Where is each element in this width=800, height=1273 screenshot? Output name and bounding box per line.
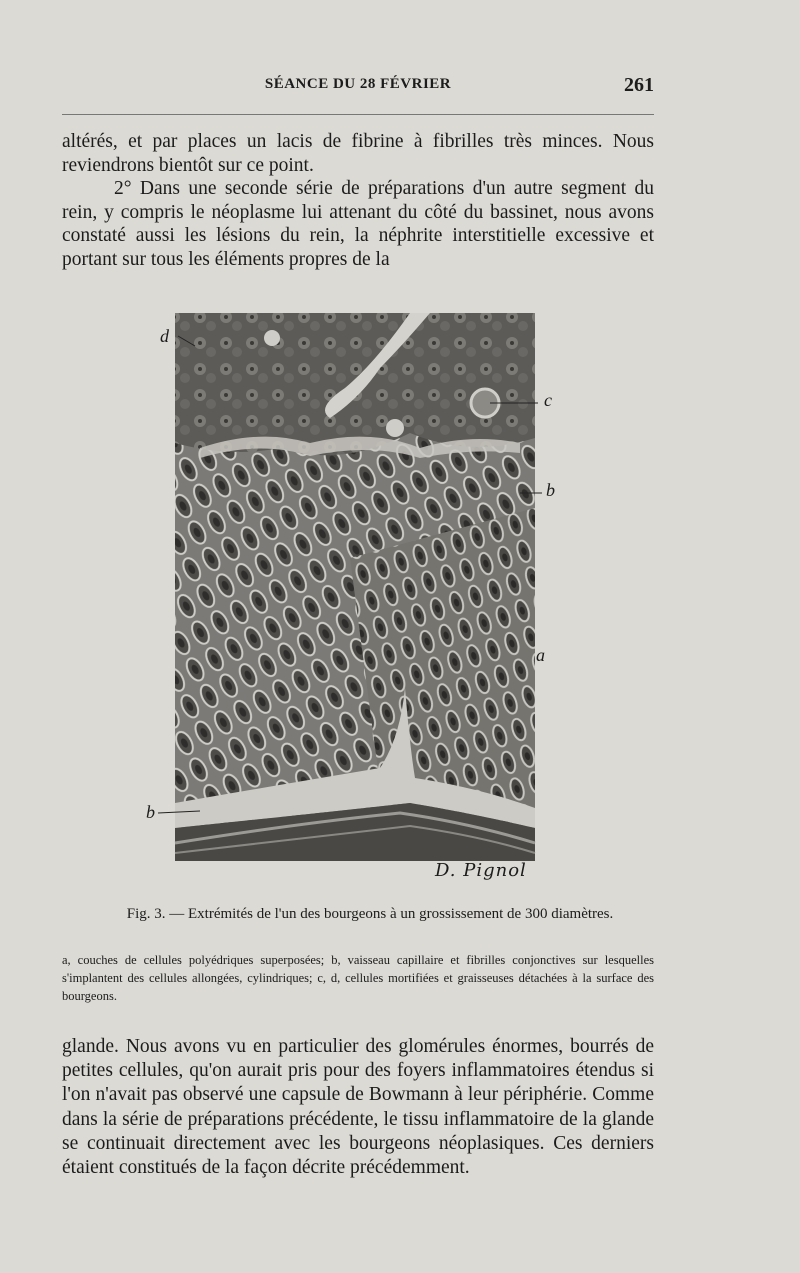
figure-label-b-right: b [546, 480, 555, 500]
histology-illustration [140, 308, 580, 888]
page-number: 261 [624, 74, 654, 96]
figure-label-c: c [544, 390, 552, 410]
figure-legend: a, couches de cellules polyédriques superposées; b, vaisseau capillaire et fibrilles conjonctives sur lesquelles s'implantent des cellules allongées, cylindriques; c, d, cellules mortifiées et graisseuses détachées à la surface des bourgeons. [62, 953, 654, 1003]
body-text-bottom [62, 1035, 654, 1180]
paragraph-continued: altérés, et par places un lacis de fibrine à fibrilles très minces. Nous reviendrons bientôt sur ce point. [62, 131, 654, 176]
body-text-top [62, 130, 654, 271]
figure-label-b-left: b [146, 802, 155, 822]
running-title: SÉANCE DU 28 FÉVRIER [264, 76, 452, 92]
paragraph-numbered: 2° Dans une seconde série de préparations d'un autre segment du rein, y compris le néoplasme lui attenant du côté du bassinet, nous avons constaté aussi les lésions du rein, la néphrite interstitielle excessive et portant sur tous les éléments propres de la [62, 178, 654, 270]
illustrator-signature: D. Pignol [435, 860, 527, 881]
figure-caption: Fig. 3. — Extrémités de l'un des bourgeons à un grossissement de 300 diamètres. [126, 906, 614, 922]
header-rule [62, 114, 654, 115]
figure-label-d: d [160, 326, 169, 346]
running-head [62, 76, 654, 104]
paragraph-bottom: glande. Nous avons vu en particulier des glomérules énormes, bourrés de petites cellules, qu'on aurait pris pour des foyers inflammatoires étendus si l'on n'avait pas observé une capsule de Bowmann à leur périphérie. Comme dans la série de préparations précédente, le tissu inflammatoire de la glande se continuait directement avec les bourgeons néoplasiques. Ces derniers étaient constitués de la façon décrite précédemment. [62, 1036, 654, 1179]
figure-label-a: a [536, 645, 545, 665]
